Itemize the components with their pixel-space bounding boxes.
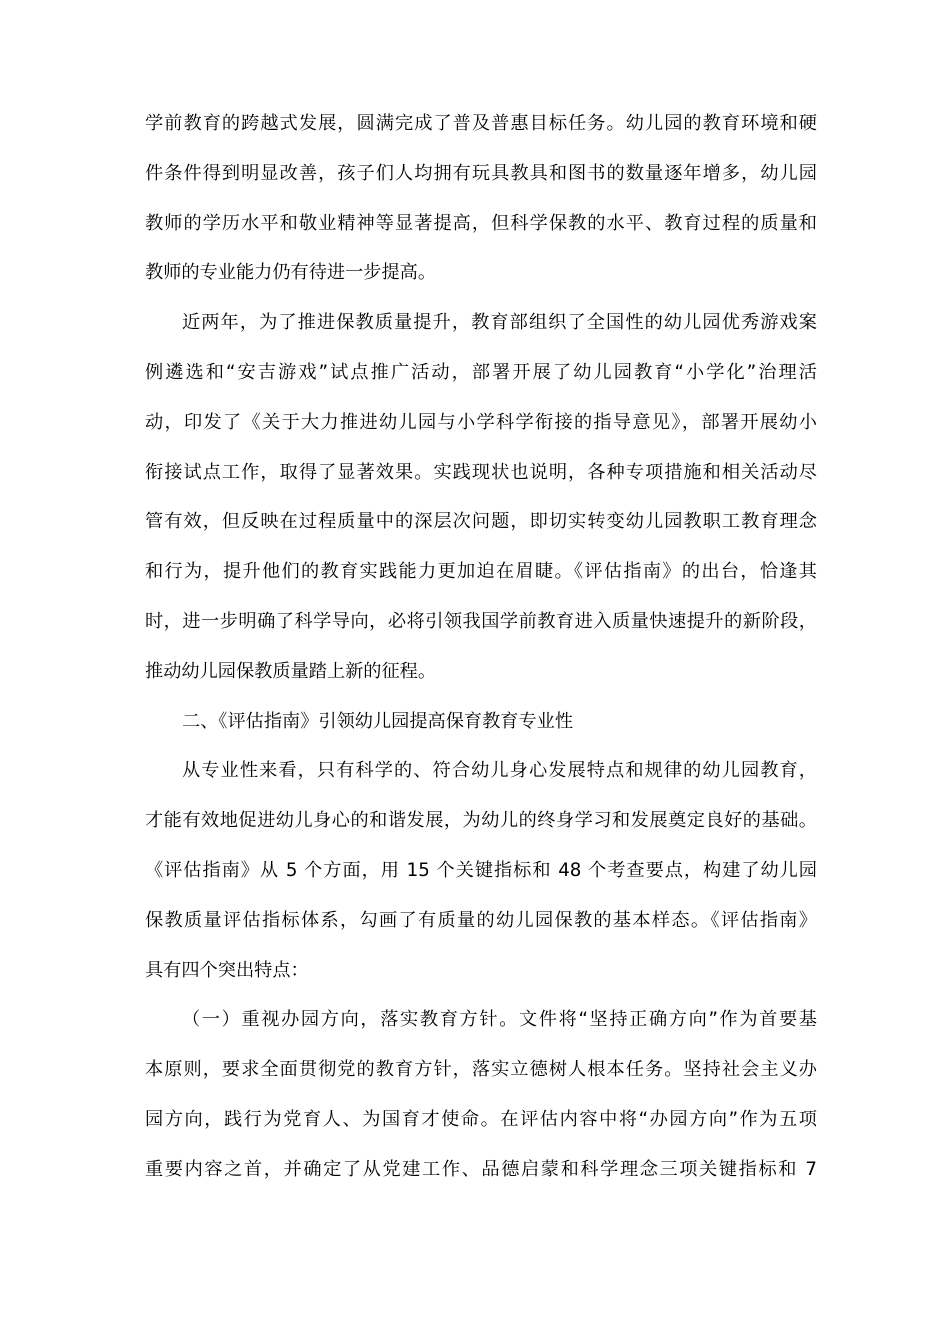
document-body: [145, 99, 817, 1195]
text-line: 教师的专业能力仍有待进一步提高。: [145, 262, 437, 284]
text-line: 管有效，但反映在过程质量中的深层次问题，即切实转变幼儿园教职工教育理念: [145, 511, 817, 533]
text-line: 推动幼儿园保教质量踏上新的征程。: [145, 660, 437, 682]
text-line: 教师的学历水平和敬业精神等显著提高，但科学保教的水平、教育过程的质量和: [145, 212, 817, 234]
text-line: 动，印发了《关于大力推进幼儿园与小学科学衔接的指导意见》，部署开展幼小: [145, 411, 817, 433]
text-line: 园方向，践行为党育人、为国育才使命。在评估内容中将“办园方向”作为五项: [145, 1108, 817, 1130]
text-line: 从专业性来看，只有科学的、符合幼儿身心发展特点和规律的幼儿园教育，: [182, 760, 817, 782]
text-line: 件条件得到明显改善，孩子们人均拥有玩具教具和图书的数量逐年增多，幼儿园: [145, 162, 817, 184]
text-line: 时，进一步明确了科学导向，必将引领我国学前教育进入质量快速提升的新阶段，: [145, 610, 817, 632]
text-line: 才能有效地促进幼儿身心的和谐发展，为幼儿的终身学习和发展奠定良好的基础。: [145, 810, 817, 832]
text-line: 学前教育的跨越式发展，圆满完成了普及普惠目标任务。幼儿园的教育环境和硬: [145, 113, 817, 134]
text-line: 重要内容之首，并确定了从党建工作、品德启蒙和科学理念三项关键指标和 7: [145, 1158, 817, 1180]
text-line: （一）重视办园方向，落实教育方针。文件将“坚持正确方向”作为首要基: [182, 1009, 817, 1031]
text-line: 衔接试点工作，取得了显著效果。实践现状也说明，各种专项措施和相关活动尽: [145, 461, 817, 483]
text-line: 具有四个突出特点：: [145, 959, 309, 981]
text-line: 例遴选和“安吉游戏”试点推广活动，部署开展了幼儿园教育“小学化”治理活: [145, 361, 817, 383]
section-heading: 二、《评估指南》引领幼儿园提高保育教育专业性: [182, 710, 574, 732]
text-line: 本原则，要求全面贯彻党的教育方针，落实立德树人根本任务。坚持社会主义办: [145, 1059, 817, 1081]
text-line: 近两年，为了推进保教质量提升，教育部组织了全国性的幼儿园优秀游戏案: [182, 312, 817, 334]
text-line: 和行为，提升他们的教育实践能力更加迫在眉睫。《评估指南》的出台，恰逢其: [145, 561, 817, 583]
text-line: 《评估指南》从 5 个方面，用 15 个关键指标和 48 个考查要点，构建了幼儿园: [145, 859, 817, 881]
text-line: 保教质量评估指标体系，勾画了有质量的幼儿园保教的基本样态。《评估指南》: [145, 909, 817, 931]
